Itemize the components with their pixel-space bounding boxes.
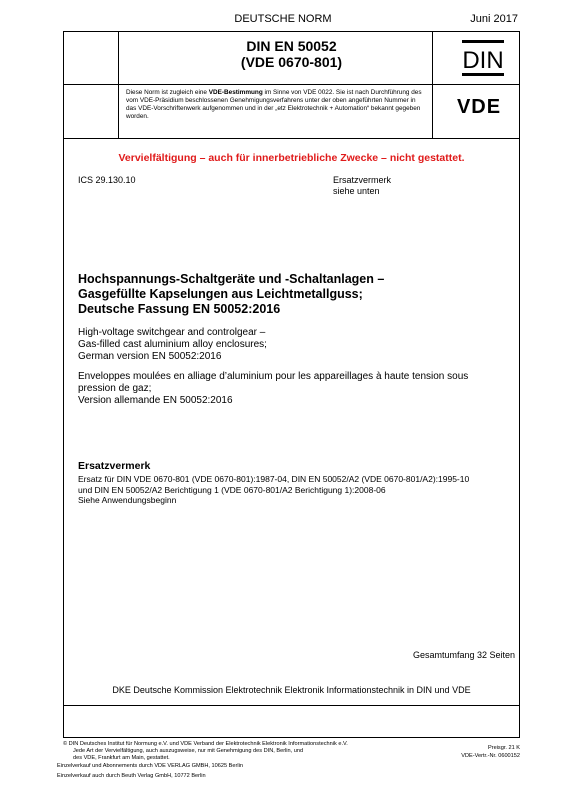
vde-order-number: VDE-Vertr.-Nr. 0600152 [461, 753, 520, 759]
french-title-line: Enveloppes moulées en alliage d’aluminium pour les appareillages à haute tension sous [78, 371, 469, 382]
english-title [78, 327, 498, 363]
standard-number: DIN EN 50052 [246, 38, 337, 54]
publication-date: Juni 2017 [470, 13, 518, 25]
copyright-line: Jede Art der Vervielfältigung, auch auszugsweise, nur mit Genehmigung des DIN, Berlin, und [73, 748, 304, 754]
divider [118, 84, 119, 138]
sales-line: Einzelverkauf und Abonnements durch VDE VERLAG GMBH, 10625 Berlin [57, 763, 243, 769]
french-title [78, 371, 498, 407]
divider [64, 705, 519, 706]
ics-code: ICS 29.130.10 [78, 175, 136, 185]
divider [64, 138, 519, 139]
copyright-line: © DIN Deutsches Institut für Normung e.V. und VDE Verband der Elektrotechnik Elektronik Informationstechnik e.V. [63, 741, 348, 747]
vde-logo [446, 96, 512, 116]
dke-credit: DKE Deutsche Kommission Elektrotechnik Elektronik Informationstechnik in DIN und VDE [112, 685, 471, 695]
german-title-line: Hochspannungs-Schaltgeräte und -Schaltanlagen – [78, 272, 385, 286]
standard-label: DEUTSCHE NORM [234, 13, 332, 25]
replacement-text [78, 474, 516, 506]
replacement-text-line: Ersatz für DIN VDE 0670-801 (VDE 0670-801):1987-04, DIN EN 50052/A2 (VDE 0670-801/A2):1995-10 [78, 474, 470, 484]
din-logo [461, 39, 505, 77]
replacement-text-line: Siehe Anwendungsbeginn [78, 495, 177, 505]
reproduction-warning: Vervielfältigung – auch für innerbetriebliche Zwecke – nicht gestattet. [118, 152, 465, 164]
sales-line: Einzelverkauf auch durch Beuth Verlag GmbH, 10772 Berlin [57, 773, 206, 779]
title-page-frame [63, 31, 520, 738]
french-title-line: pression de gaz; [78, 383, 152, 394]
notice-text: Diese Norm ist zugleich eine [126, 89, 209, 96]
page-header [0, 0, 566, 30]
german-title [78, 272, 498, 317]
replacement-reference [333, 175, 391, 197]
notice-text: im Sinne von VDE 0022. Sie ist nach Durchführung des vom VDE-Präsidium beschlossenen Genehmigungsverfahrens unter der oben angeführten Nummer in das VDE-Vorschriftenwerk aufgenommen und in der „etz Elektrotechnik + Automation“ bekannt gegeben worden. [126, 89, 422, 120]
german-title-line: Gasgefüllte Kapselungen aus Leichtmetallguss; [78, 287, 363, 301]
vde-notice [126, 89, 426, 121]
english-title-line: German version EN 50052:2016 [78, 351, 222, 362]
english-title-line: Gas-filled cast aluminium alloy enclosures; [78, 339, 267, 350]
replacement-text-line: und DIN EN 50052/A2 Berichtigung 1 (VDE 0670-801/A2 Berichtigung 1):2008-06 [78, 484, 386, 495]
din-logo-text: DIN [462, 47, 504, 74]
divider [64, 84, 519, 85]
german-title-line: Deutsche Fassung EN 50052:2016 [78, 302, 281, 316]
english-title-line: High-voltage switchgear and controlgear – [78, 327, 266, 338]
vde-logo-text: VDE [456, 96, 502, 116]
notice-bold-text: VDE-Bestimmung [208, 89, 263, 96]
price-group: Preisgr. 21 K [487, 745, 520, 751]
french-title-line: Version allemande EN 50052:2016 [78, 395, 233, 406]
total-pages: Gesamtumfang 32 Seiten [412, 650, 515, 660]
replacement-reference-line: Ersatzvermerk [333, 175, 392, 185]
vde-classification: (VDE 0670-801) [240, 54, 343, 70]
copyright-line: des VDE, Frankfurt am Main, gestattet. [73, 755, 170, 761]
replacement-heading: Ersatzvermerk [78, 460, 151, 472]
replacement-reference-line: siehe unten [333, 186, 380, 196]
